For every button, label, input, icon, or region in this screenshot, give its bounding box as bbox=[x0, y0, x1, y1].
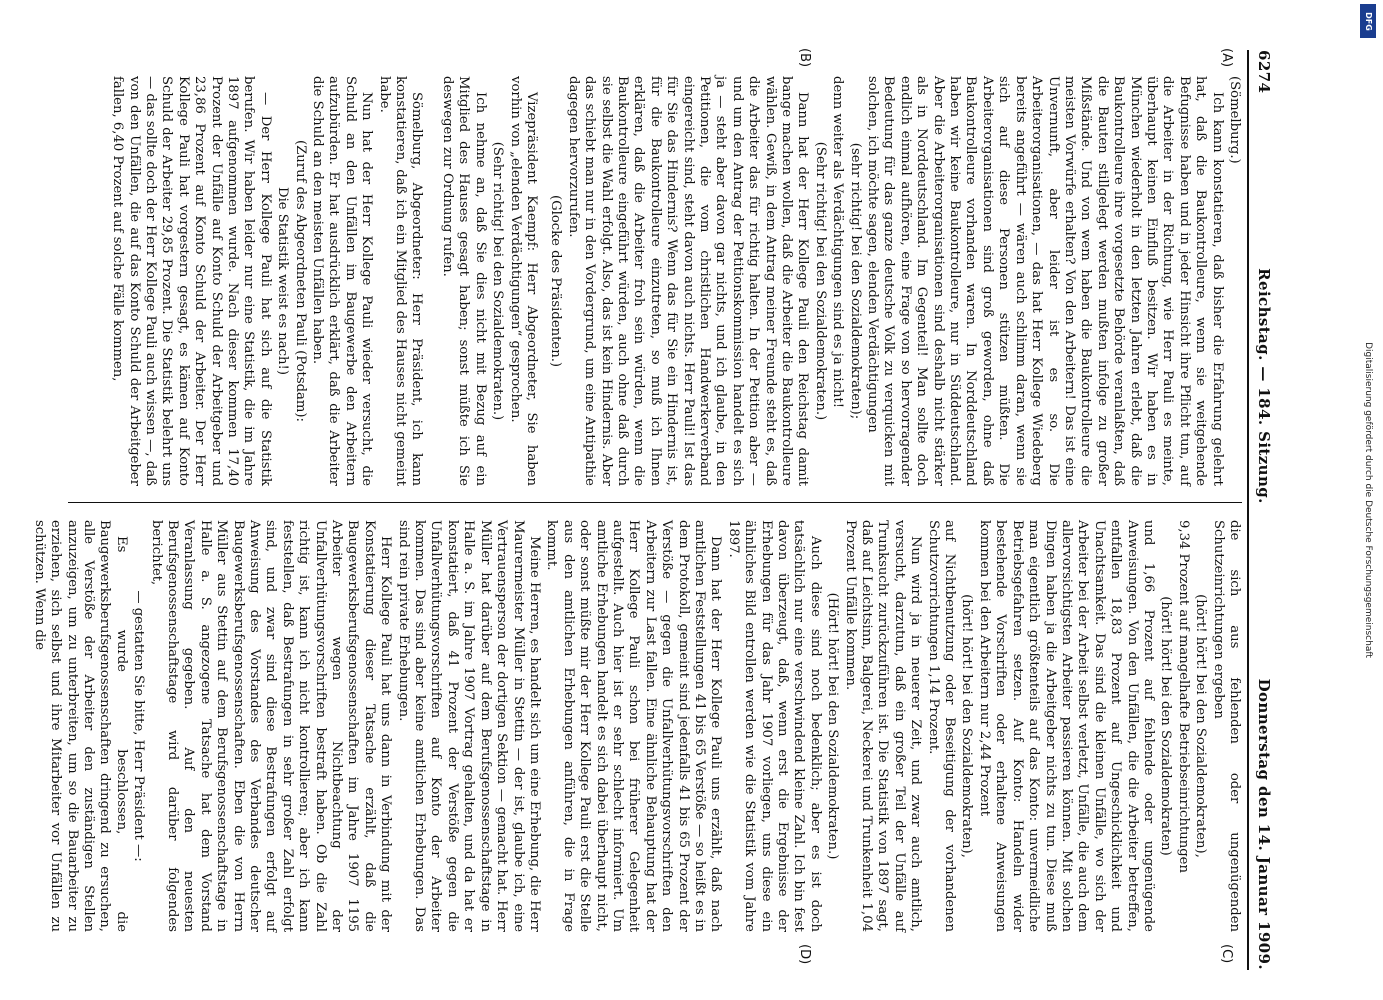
paragraph: Sömelburg, Abgeordneter: Herr Präsident, ich kann konstatieren, daß ich ein Mitglied des Hauses nicht gemeint habe. bbox=[376, 76, 425, 486]
dfg-logo: DFG bbox=[1360, 4, 1376, 38]
paragraph: die sich aus fehlenden oder ungenügenden Schutzeinrichtungen ergeben bbox=[1210, 520, 1242, 932]
paragraph: Meine Herren, es handelt sich um eine Erhebung, die Herr Maurermeister Müller in Stettin — der ist, glaube ich, eine Vertrauensperson der dortigen Sektion — gemacht hat. Herr Müller hat darüber auf dem Berufsgenossenschaftstage in Halle a. S. im Jahre 1907 Vortrag gehalten, und da hat er konstatiert, daß 41 Prozent der Verstöße gegen die Unfallverhütungsvorschriften auf Konto der Arbeiter kommen. Das sind aber keine amtlichen Erhebungen. Das sind rein private Erhebungen. bbox=[395, 520, 542, 932]
paragraph: Ich kann konstatieren, daß bisher die Erfahrung gelehrt hat, daß die Baukontrolleure, wenn sie weitgehende Befugnisse haben und in jeder Hinsicht ihre Pflicht tun, auf die Arbeiter in der Richtung, wie Herr Pauli es meinte, überhaupt keinen Einfluß besitzen. Wir haben es in München wiederholt in den letzten Jahren erlebt, daß die Baukontrolleure ihre vorgesetzte Behörde veranlaßten, daß die Bauten stillgelegt werden mußten infolge zu großer Mißstände. Und von wem haben die Baukontrolleure die meisten Vorwürfe erhalten? Von den Arbeitern! Das ist eine Unvernunft, aber leider ist es so. Die Arbeiterorganisationen, — das hat Herr Kollege Wiedeberg bereits angeführt — wären auch schlimm daran, wenn sie sich auf diese Personen stützen müßten. Die Arbeiterorganisationen sind groß geworden, ohne daß Baukontrolleure vorhanden waren. In Norddeutschland haben wir keine Baukontrolleure, nur in Süddeutschland. Aber die Arbeiterorganisationen sind deshalb nicht stärker als in Norddeutschland. Im Gegenteil! Man sollte doch endlich einmal aufhören, eine Frage von so hervorragender Bedeutung für das ganze deutsche Volk zu verquicken mit solchen, ich möchte sagen, elenden Verdächtigungen bbox=[865, 76, 1225, 486]
interjection: (Sehr richtig! bei den Sozialdemokraten.) bbox=[490, 141, 506, 421]
session-title: Reichstag. — 184. Sitzung. bbox=[1255, 268, 1273, 504]
interjection: (hört! hört! bei den Sozialdemokraten) bbox=[1158, 596, 1174, 856]
margin-mark-d: (D) bbox=[797, 944, 812, 965]
document-page bbox=[31, 40, 1282, 980]
paragraph: 9,34 Prozent auf mangelhafte Betriebseinrichtungen bbox=[1175, 520, 1191, 873]
paragraph: und 1,66 Prozent auf fehlende oder ungenügende Anweisungen. Von den Unfällen, die die Arbeiter betreffen, entfallen 18,83 Prozent auf Ungeschicklichkeit und Unachtsamkeit. Das sind die kleinen Unfälle, wo sich der Arbeiter bei der Arbeit selbst verletzt, Unfälle, die auch dem allervorsichtigsten Arbeiter passieren können. Mit solchen Dingen haben ja die Arbeitgeber nichts zu tun. Diese muß man eigentlich größtenteils auf das Konto: unvermeidliche Betriebsgefahren setzen. Auf Konto: Handeln wider bestehende Vorschriften oder erhaltene Anweisungen kommen bei den Arbeitern nur 2,44 Prozent bbox=[976, 520, 1156, 932]
page-header bbox=[1252, 50, 1272, 970]
interjection: (Glocke des Präsidenten.) bbox=[548, 194, 564, 368]
session-date: Donnerstag den 14. Januar 1909. bbox=[1255, 678, 1273, 970]
paragraph: — Der Herr Kollege Pauli hat sich auf die Statistik berufen. Wir haben leider nur eine Statistik, die im Jahre 1897 aufgenommen wurde. Nach dieser kommen 17,40 Prozent der Unfälle auf Konto Schuld der Arbeitgeber und 23,86 Prozent auf Konto Schuld der Arbeiter. Der Herr Kollege Pauli hat vorgestern gesagt, es kämen auf Konto Schuld der Arbeiter 29,85 Prozent. Die Statistik belehrt uns — das sollte doch der Herr Kollege Pauli auch wissen —, daß von den Unfällen, die auf das Konto Schuld der Arbeitgeber fallen, 6,40 Prozent auf solche Fälle kommen, bbox=[110, 76, 273, 486]
speaker-line: (Sömelburg.) bbox=[1227, 76, 1242, 164]
paragraph: Herr Kollege Pauli hat uns dann in Verbindung mit der Konstatierung dieser Tatsache erzählt, daß die Baugewerksberufsgenossenschaften im Jahre 1907 1195 Arbeiter wegen Nichtbeachtung der Unfallverhütungsvorschriften bestraft haben. Ob die Zahl richtig ist, kann ich nicht kontrollieren; aber ich kann feststellen, daß Bestrafungen in sehr großer Zahl erfolgt sind, und zwar sind diese Bestrafungen erfolgt auf Anweisung des Vorstandes des Verbandes deutscher Baugewerksberufsgenossenschaften. Eben die von Herrn Müller aus Stettin auf dem Berufsgenossenschaftstage in Halle a. S. angezogene Tatsache hat dem Vorstand Veranlassung gegeben. Auf den neuesten Berufsgenossenschaftstage wird darüber folgendes berichtet, bbox=[148, 520, 394, 932]
interjection: (sehr richtig! bei den Sozialdemokraten); bbox=[847, 142, 863, 420]
left-column bbox=[68, 76, 1242, 486]
paragraph: Auch diese sind noch bedenklich; aber es ist doch tatsächlich nur eine verschwindend kleine Zahl. Ich bin fest davon überzeugt, daß, wenn erst die Ergebnisse der Erhebungen für das Jahr 1907 vorliegen, uns diese ein ähnliches Bild entrollen werden wie die Statistik vom Jahre 1897. bbox=[725, 520, 823, 932]
interjection: (hört! hört! bei den Sozialdemokraten), bbox=[1193, 594, 1209, 858]
page-number: 6274 bbox=[1255, 50, 1273, 94]
margin-mark-c: (C) bbox=[1219, 944, 1234, 964]
quotation: Es wurde beschlossen, die Baugewerksberufsgenossenschaften dringend zu ersuchen, alle Verstöße der Arbeiter den zuständigen Stellen anzuzeigen, um zu unterbreiten, um so die Bauarbeiter zu erziehen, sich selbst und ihre Mitarbeiter vor Unfällen zu schützen. Wenn die bbox=[31, 520, 129, 932]
paragraph: Vizepräsident Kaempf: Herr Abgeordneter, Sie haben vorhin von „elenden Verdächtigungen“ gesprochen. bbox=[507, 76, 539, 486]
paragraph: Nun hat der Herr Kollege Pauli wieder versucht, die Schuld an den Unfällen im Baugewerbe den Arbeitern aufzubürden. Er hat ausdrücklich erklärt, daß die Arbeiter die Schuld an den meisten Unfällen haben. bbox=[310, 76, 375, 486]
paragraph: Ich nehme an, daß Sie dies nicht mit Bezug auf ein Mitglied des Hauses gesagt haben; sonst müßte ich Sie deswegen zur Ordnung rufen. bbox=[439, 76, 488, 486]
interjection: (hört! hört! bei den Sozialdemokraten), bbox=[959, 594, 975, 858]
interjection: (Hört! hört! bei den Sozialdemokraten.) bbox=[825, 592, 841, 860]
header-rule bbox=[1247, 50, 1249, 970]
margin-mark-b: (B) bbox=[797, 48, 812, 68]
paragraph: denn weiter als Verdächtigungen sind es ja nicht! bbox=[830, 76, 846, 409]
interjection: — gestatten Sie bitte, Herr Präsident —: bbox=[131, 590, 147, 862]
paragraph: Nun wird ja in neuerer Zeit, und zwar auch amtlich, versucht, darzutun, daß ein großer Teil der Unfälle auf Trunksucht zurückzuführen ist. Die Statistik von 1897 sagt, daß auf Leichtsinn, Balgerei, Neckerei und Trunkenheit 1,04 Prozent Unfälle kommen. bbox=[842, 520, 924, 932]
interjection: Die Statistik weist es nach!) bbox=[275, 187, 291, 375]
column-divider bbox=[68, 502, 1242, 503]
right-column bbox=[31, 520, 1242, 932]
interjection: (Sehr richtig! bei den Sozialdemokraten.) bbox=[812, 141, 828, 421]
paragraph: Dann hat der Herr Kollege Pauli den Reichstag damit bange machen wollen, daß die Arbeiter die Baukontrolleure wählen. Gewiß, in dem Antrag meiner Freunde steht es, daß die Arbeiter das für richtig halten. In der Petition aber — und um den Antrag der Petitionskommission handelt es sich ja — steht aber davon gar nichts, und ich glaube, in den Petitionen, die vom christlichen Handwerkerverband eingereicht sind, steht davon auch nichts. Herr Pauli! Ist das für Sie das Hindernis? Wenn das für Sie ein Hindernis ist, für die Baukontrolleure einzutreten, so muß ich Ihnen erklären, daß die Arbeiter froh sein würden, wenn die Baukontrolleure eingeführt würden, auch ohne daß durch sie selbst die Wahl erfolgt. Also, das ist kein Hindernis. Aber das schiebt man nur in den Vordergrund, um eine Antipathie dagegen hervorzurufen. bbox=[565, 76, 811, 486]
interjection: (Zuruf des Abgeordneten Pauli (Potsdam): bbox=[292, 139, 308, 422]
paragraph: auf Nichtbenutzung oder Beseitigung der vorhandenen Schutzvorrichtungen 1,14 Prozent. bbox=[925, 520, 958, 932]
paragraph: Dann hat der Herr Kollege Pauli uns erzählt, daß nach amtlichen Feststellungen 41 bis 65 Verstöße — so heißt es in dem Protokoll, gemeint sind jedenfalls 41 bis 65 Prozent der Verstöße — gegen die Unfallverhütungsvorschriften den Arbeitern zur Last fallen. Eine ähnliche Behauptung hat der Herr Kollege Pauli schon bei früherer Gelegenheit aufgestellt. Auch hier ist er sehr schlecht informiert. Um amtliche Erhebungen handelt es sich dabei überhaupt nicht, oder sonst müßte mir der Herr Kollege Pauli erst die Stelle aus den amtlichen Erhebungen anführen, die in Frage kommt. bbox=[544, 520, 724, 932]
margin-mark-a: (A) bbox=[1219, 48, 1234, 68]
digitization-credit: Digitalisierung gefördert durch die Deutsche Forschungsgemeinschaft bbox=[1363, 342, 1373, 658]
